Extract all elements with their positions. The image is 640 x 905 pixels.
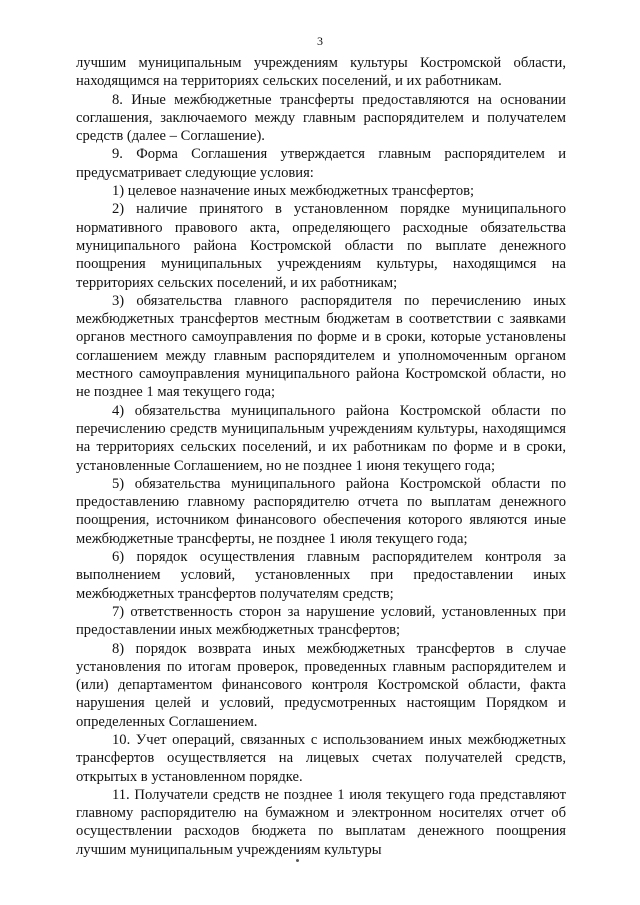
subitem-3: 3) обязательства главного распорядителя по перечислению иных межбюджетных трансфертов местным бюджетам в соответствии с заявками органов местного самоуправления по форме и в сроки, которые установлены соглашением между главным распорядителем и уполномоченным органом местного самоуправления муниципального района Костромской области, но не позднее 1 мая текущего года; <box>76 292 566 401</box>
page-number: 3 <box>317 34 323 48</box>
subitem-4: 4) обязательства муниципального района Костромской области по перечислению средств муниципальным учреждениям культуры, находящимся на территориях сельских поселений, и их работникам по форме и в сроки, установленные Соглашением, но не позднее 1 июня текущего года; <box>76 402 566 474</box>
subitem-1: 1) целевое назначение иных межбюджетных трансфертов; <box>112 183 475 200</box>
paragraph-continuation: лучшим муниципальным учреждениям культуры Костромской области, находящимся на территориях сельских поселений, и их работникам. <box>76 55 566 90</box>
subitem-6: 6) порядок осуществления главным распорядителем контроля за выполнением условий, установленных при предоставлении иных межбюджетных трансфертов получателям средств; <box>76 549 566 602</box>
subitem-8: 8) порядок возврата иных межбюджетных трансфертов в случае установления по итогам проверок, проведенных главным распорядителем и (или) департаментом финансового контроля Костромской области, факта нарушения целей и условий, предусмотренных настоящим Порядком и определенных Соглашением. <box>76 640 566 730</box>
paragraph-item-10: 10. Учет операций, связанных с использованием иных межбюджетных трансфертов осуществляется на лицевых счетах получателей средств, открытых в установленном порядке. <box>76 731 566 785</box>
paragraph-item-8: 8. Иные межбюджетные трансферты предоставляются на основании соглашения, заключаемого между главным распорядителем и получателем средств (далее – Соглашение). <box>76 91 566 145</box>
subitem-5: 5) обязательства муниципального района Костромской области по предоставлению главному распорядителю отчета по выплатам денежного поощрения, источником финансового обеспечения которого являются иные межбюджетные трансферты, не позднее 1 июля текущего года; <box>76 475 566 547</box>
paragraph-item-9: 9. Форма Соглашения утверждается главным распорядителем и предусматривает следующие условия: <box>76 146 566 181</box>
paragraph-item-11: 11. Получатели средств не позднее 1 июля текущего года представляют главному распорядителю на бумажном и электронном носителях отчет об осуществлении расходов бюджета по выплатам денежного поощрения лучшим муниципальным учреждениям культуры <box>76 786 566 858</box>
subitem-2: 2) наличие принятого в установленном порядке муниципального нормативного правового акта, определяющего расходные обязательства муниципального района Костромской области по выплате денежного поощрения муниципальных учреждениям культуры, находящимся на территориях сельских поселений, и их работникам; <box>76 201 566 291</box>
scan-dot-mark <box>296 859 299 862</box>
document-body <box>76 54 566 859</box>
subitem-7: 7) ответственность сторон за нарушение условий, установленных при предоставлении иных межбюджетных трансфертов; <box>76 603 566 639</box>
